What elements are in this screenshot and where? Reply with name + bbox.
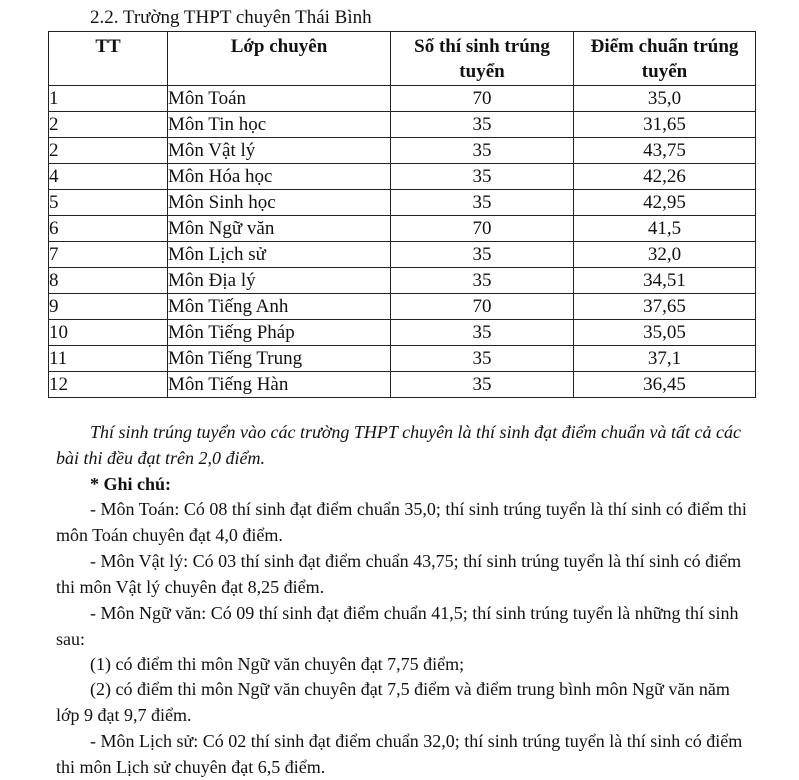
- cell-tt: 9: [49, 294, 168, 320]
- section-title: 2.2. Trường THPT chuyên Thái Bình: [90, 7, 372, 28]
- cell-tt: 6: [49, 216, 168, 242]
- cell-class: Môn Tiếng Trung: [168, 346, 391, 372]
- cell-class: Môn Tiếng Hàn: [168, 372, 391, 398]
- header-score: Điểm chuẩn trúng tuyển: [574, 32, 756, 86]
- table-row: [49, 190, 756, 216]
- cell-class: Môn Ngữ văn: [168, 216, 391, 242]
- cell-score: 42,95: [574, 190, 756, 216]
- note-vatly: - Môn Vật lý: Có 03 thí sinh đạt điểm chuẩn 43,75; thí sinh trúng tuyển là thí sinh có điểm thi môn Vật lý chuyên đạt 8,25 điểm.: [56, 551, 742, 597]
- cell-tt: 2: [49, 112, 168, 138]
- cell-count: 70: [391, 86, 574, 112]
- table-row: [49, 112, 756, 138]
- cell-score: 35,05: [574, 320, 756, 346]
- cell-tt: 4: [49, 164, 168, 190]
- table-row: [49, 86, 756, 112]
- cell-count: 35: [391, 320, 574, 346]
- cell-count: 35: [391, 190, 574, 216]
- cell-score: 42,26: [574, 164, 756, 190]
- cell-class: Môn Toán: [168, 86, 391, 112]
- table-header-row: [49, 32, 756, 86]
- table-row: [49, 242, 756, 268]
- cell-count: 35: [391, 268, 574, 294]
- cell-score: 34,51: [574, 268, 756, 294]
- cell-score: 37,1: [574, 346, 756, 372]
- table-row: [49, 372, 756, 398]
- header-tt: TT: [49, 32, 168, 86]
- cell-count: 35: [391, 112, 574, 138]
- cell-tt: 5: [49, 190, 168, 216]
- note-nguvan: - Môn Ngữ văn: Có 09 thí sinh đạt điểm chuẩn 41,5; thí sinh trúng tuyển là những thí sinh sau:: [56, 603, 739, 649]
- cell-class: Môn Hóa học: [168, 164, 391, 190]
- table-row: [49, 294, 756, 320]
- cell-tt: 12: [49, 372, 168, 398]
- cell-score: 41,5: [574, 216, 756, 242]
- cell-count: 35: [391, 164, 574, 190]
- cell-tt: 7: [49, 242, 168, 268]
- intro-paragraph: Thí sinh trúng tuyển vào các trường THPT chuyên là thí sinh đạt điểm chuẩn và tất cả các bài thi đều đạt trên 2,0 điểm.: [56, 422, 742, 468]
- cell-count: 35: [391, 242, 574, 268]
- cell-count: 70: [391, 294, 574, 320]
- cell-score: 36,45: [574, 372, 756, 398]
- table-row: [49, 268, 756, 294]
- note-nguvan-item-2: (2) có điểm thi môn Ngữ văn chuyên đạt 7,5 điểm và điểm trung bình môn Ngữ văn năm lớp 9 đạt 9,7 điểm.: [56, 679, 730, 725]
- table-row: [49, 164, 756, 190]
- cell-tt: 8: [49, 268, 168, 294]
- cell-score: 32,0: [574, 242, 756, 268]
- cell-score: 31,65: [574, 112, 756, 138]
- cell-count: 35: [391, 372, 574, 398]
- header-count: Số thí sinh trúng tuyển: [391, 32, 574, 86]
- cell-class: Môn Địa lý: [168, 268, 391, 294]
- cell-tt: 11: [49, 346, 168, 372]
- note-nguvan-item-1: (1) có điểm thi môn Ngữ văn chuyên đạt 7,75 điểm;: [90, 654, 465, 674]
- cell-class: Môn Lịch sử: [168, 242, 391, 268]
- cell-class: Môn Sinh học: [168, 190, 391, 216]
- header-class: Lớp chuyên: [168, 32, 391, 86]
- table-row: [49, 216, 756, 242]
- table-row: [49, 138, 756, 164]
- cell-class: Môn Vật lý: [168, 138, 391, 164]
- cell-count: 35: [391, 346, 574, 372]
- cell-count: 70: [391, 216, 574, 242]
- table-row: [49, 346, 756, 372]
- cell-count: 35: [391, 138, 574, 164]
- table-row: [49, 320, 756, 346]
- note-lichsu: - Môn Lịch sử: Có 02 thí sinh đạt điểm chuẩn 32,0; thí sinh trúng tuyển là thí sinh có điểm thi môn Lịch sử chuyên đạt 6,5 điểm.: [56, 731, 743, 777]
- cell-score: 37,65: [574, 294, 756, 320]
- cell-tt: 1: [49, 86, 168, 112]
- cell-class: Môn Tiếng Pháp: [168, 320, 391, 346]
- note-toan: - Môn Toán: Có 08 thí sinh đạt điểm chuẩn 35,0; thí sinh trúng tuyển là thí sinh có điểm thi môn Toán chuyên đạt 4,0 điểm.: [56, 499, 747, 545]
- admission-score-table: [48, 31, 756, 398]
- cell-class: Môn Tiếng Anh: [168, 294, 391, 320]
- cell-class: Môn Tin học: [168, 112, 391, 138]
- cell-tt: 2: [49, 138, 168, 164]
- cell-tt: 10: [49, 320, 168, 346]
- cell-score: 35,0: [574, 86, 756, 112]
- cell-score: 43,75: [574, 138, 756, 164]
- notes-heading: * Ghi chú:: [90, 474, 172, 494]
